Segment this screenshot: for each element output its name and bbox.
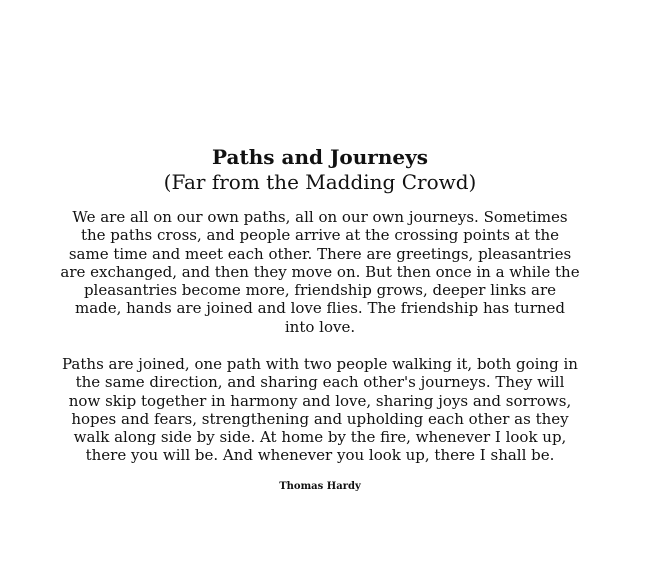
- poem-line: the paths cross, and people arrive at the crossing points at the: [80, 226, 560, 245]
- poem-line: Paths are joined, one path with two people walking it, both going in: [62, 355, 578, 373]
- poem-line: there you will be. And whenever you look up, there I shall be.: [85, 446, 555, 465]
- poem-subtitle: (Far from the Madding Crowd): [163, 170, 477, 194]
- poem-line: the same direction, and sharing each other's journeys. They will: [75, 373, 565, 392]
- poem-line: same time and meet each other. There are greetings, pleasantries: [68, 244, 572, 263]
- poem-line: are exchanged, and then they move on. But then once in a while the: [60, 262, 580, 281]
- poem-line: pleasantries become more, friendship grows, deeper links are: [83, 281, 557, 300]
- poem-author: Thomas Hardy: [279, 481, 361, 492]
- poem-line: made, hands are joined and love flies. The friendship has turned: [74, 299, 566, 318]
- poem-paragraph-1: [40, 208, 600, 336]
- poem-line: hopes and fears, strengthening and upholding each other as they: [71, 409, 569, 428]
- poem-title: Paths and Journeys: [212, 145, 428, 169]
- poem-line: We are all on our own paths, all on our own journeys. Sometimes: [72, 208, 568, 226]
- poem-line: now skip together in harmony and love, sharing joys and sorrows,: [68, 391, 572, 410]
- poem-line: into love.: [284, 317, 356, 336]
- poem-paragraph-2: [40, 355, 600, 465]
- poem-line: walk along side by side. At home by the fire, whenever I look up,: [73, 428, 567, 447]
